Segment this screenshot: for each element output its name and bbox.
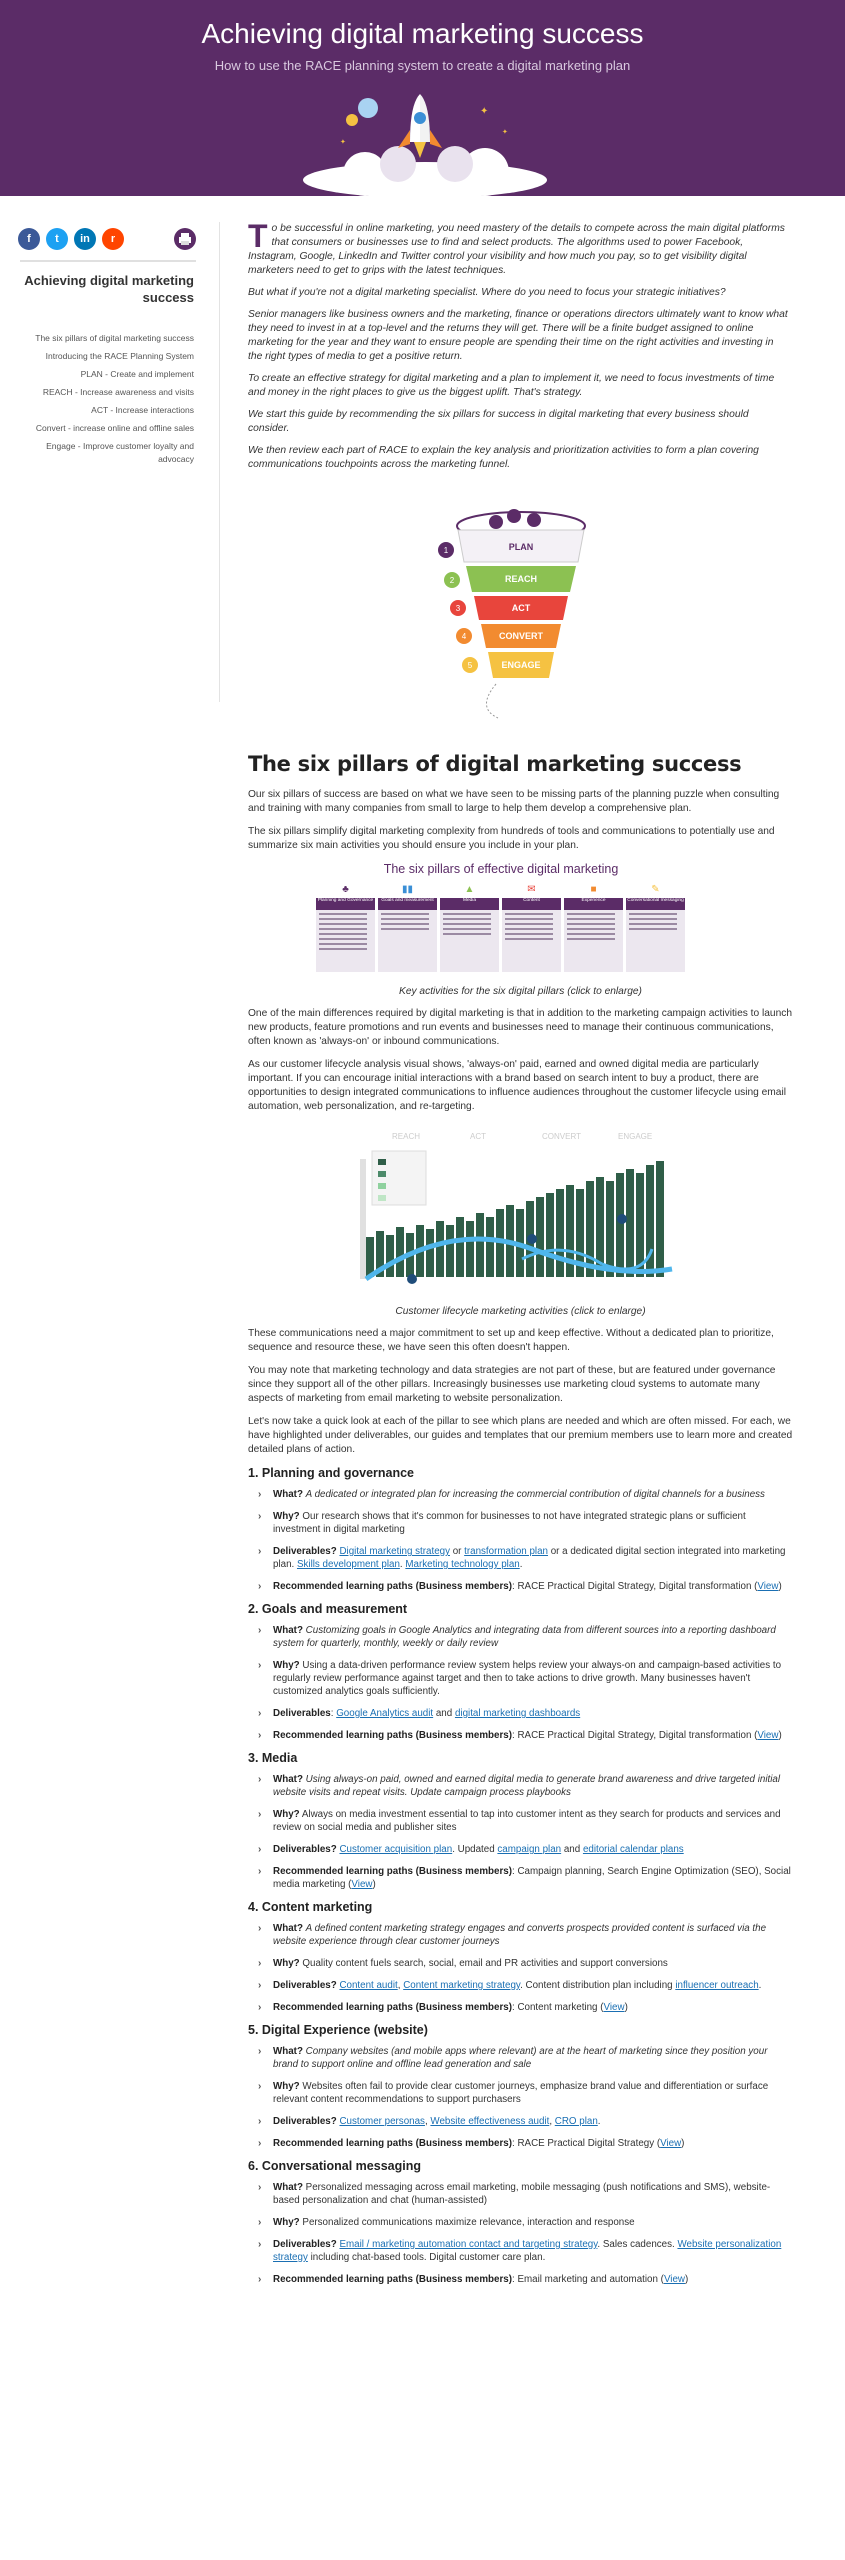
body-paragraph: The six pillars simplify digital marketing complexity from hundreds of tools and communications to potentially use and summarize six main activities you should ensure you include in your plan. [248,826,775,851]
list-item-why: › Why? Quality content fuels search, social, email and PR activities and support conversions [258,1958,668,1969]
hero-banner [0,0,845,196]
chevron-right-icon: › [258,2046,262,2057]
link-website-personalization-strategy[interactable]: Website personalization strategy [273,2239,782,2263]
pillar-column: ▮▮ Goals and measurement [378,884,437,974]
list-item-learning: › Recommended learning paths (Business members): RACE Practical Digital Strategy, Digital transformation (View) [258,1730,782,1741]
link-digital-marketing-strategy[interactable]: Digital marketing strategy [339,1546,450,1557]
link-content-marketing-strategy[interactable]: Content marketing strategy [403,1980,521,1991]
list-item-learning: › Recommended learning paths (Business members): Email marketing and automation (View) [258,2274,689,2285]
chevron-right-icon: › [258,1660,262,1671]
svg-text:✦: ✦ [502,129,508,136]
pillar-heading-messaging: 6. Conversational messaging [248,2159,421,2173]
pillars-title: The six pillars of effective digital marketing [383,862,619,876]
race-funnel-diagram[interactable] [436,508,586,730]
chevron-right-icon: › [258,2002,262,2013]
twitter-icon[interactable]: t [46,228,68,250]
chevron-right-icon: › [258,1730,262,1741]
view-link[interactable]: View [603,2002,625,2013]
lifecycle-header-engage: ENGAGE [618,1132,653,1141]
view-link[interactable]: View [663,2274,686,2285]
body-paragraph: Our six pillars of success are based on what we have seen to be missing parts of the planning puzzle when consulting and training with many companies from small to large to help them develop a comprehensive plan. [248,789,780,814]
lifecycle-header-act: ACT [470,1132,486,1141]
body-paragraph: These communications need a major commitment to set up and keep effective. Without a dedicated plan to prioritize, sequence and resource these, we have seen this often doesn't happen. [248,1328,774,1353]
link-campaign-plan[interactable]: campaign plan [497,1844,562,1855]
link-influencer-outreach[interactable]: influencer outreach [675,1980,759,1991]
list-item-why: › Why? Our research shows that it's common for businesses to not have integrated strategic plans or sufficient investment in digital marketing [258,1511,746,1535]
chevron-right-icon: › [258,2274,262,2285]
pillar-column: ♣ Planning and Governance [316,884,375,974]
body-paragraph: As our customer lifecycle analysis visual shows, 'always-on' paid, earned and owned digital media are particularly important. If you can encourage initial interactions with a brand based on search intent to buy a product, there are opportunities to design integrated communications to influence audiences throughout the customer lifecycle using email automation, web personalization, and re-targeting. [248,1059,786,1112]
funnel-num-1: 1 [443,546,449,555]
funnel-label-plan: PLAN [508,542,534,552]
funnel-num-4: 4 [461,632,467,641]
pillar-column: ✎ Conversational messaging [626,884,685,974]
facebook-icon[interactable]: f [18,228,40,250]
pillar-header: Experience [564,898,623,910]
link-editorial-calendar-plans[interactable]: editorial calendar plans [582,1844,684,1855]
chevron-right-icon: › [258,1581,262,1592]
chevron-right-icon: › [258,2116,262,2127]
hero-subtitle: How to use the RACE planning system to create a digital marketing plan [214,58,631,73]
rocket-illustration [270,84,580,196]
link-email-automation-strategy[interactable]: Email / marketing automation contact and targeting strategy [339,2239,598,2250]
chevron-right-icon: › [258,2081,262,2092]
link-website-effectiveness-audit[interactable]: Website effectiveness audit [430,2116,550,2127]
intro-paragraph: We then review each part of RACE to explain the key analysis and prioritization activities to form a plan covering communications touchpoints across the marketing funnel. [248,445,759,470]
chevron-right-icon: › [258,1958,262,1969]
intro-section [248,218,788,480]
link-marketing-technology-plan[interactable]: Marketing technology plan [405,1559,520,1570]
list-item-why: › Why? Always on media investment essential to tap into customer intent as they search for products and services and review on social media and publisher sites [258,1809,781,1833]
funnel-label-act: ACT [511,603,531,613]
reddit-icon[interactable]: r [102,228,124,250]
svg-text:✦: ✦ [340,139,346,146]
sidebar-link-act[interactable]: ACT - Increase interactions [91,405,194,415]
view-link[interactable]: View [351,1879,373,1890]
chevron-right-icon: › [258,2239,262,2250]
list-item-learning: › Recommended learning paths (Business members): RACE Practical Digital Strategy (View) [258,2138,685,2149]
intro-paragraph: We start this guide by recommending the six pillars for success in digital marketing that every business should consider. [248,409,749,434]
link-customer-acquisition-plan[interactable]: Customer acquisition plan [339,1844,453,1855]
list-item-deliverables: › Deliverables? Content audit, Content marketing strategy. Content distribution plan including influencer outreach. [258,1980,762,1991]
intro-paragraph: Senior managers like business owners and the marketing, finance or operations directors ultimately want to know what they need to invest in at a top-level and the returns they will get. There will be a finite budget assigned to online marketing for the year and they want to ensure people are spending their time on the right activities and investing in the right types of media to get a positive return. [248,309,788,362]
print-icon[interactable] [174,228,196,250]
sidebar [0,222,220,702]
pillar-header: Goals and measurement [378,898,437,910]
chevron-right-icon: › [258,1774,262,1785]
pillar-heading-experience: 5. Digital Experience (website) [248,2023,428,2037]
pillar-heading-planning: 1. Planning and governance [248,1466,415,1480]
intro-paragraph: But what if you're not a digital marketing specialist. Where do you need to focus your strategic initiatives? [248,287,726,298]
chevron-right-icon: › [258,1809,262,1820]
lifecycle-header-convert: CONVERT [542,1132,581,1141]
drop-cap: T [248,218,268,254]
list-item-deliverables: › Deliverables: Google Analytics audit and digital marketing dashboards [258,1708,581,1719]
list-item-why: › Why? Websites often fail to provide clear customer journeys, emphasize brand value and differentiation or surface relevant content recommendations to support purchasers [258,2081,769,2105]
body-paragraph: You may note that marketing technology and data strategies are not part of these, but are featured under governance since they support all of the other pillars. Increasingly businesses use marketing cloud systems to automate many aspects of marketing from email marketing to website personalization. [248,1365,776,1404]
view-link[interactable]: View [757,1730,779,1741]
chevron-right-icon: › [258,1844,262,1855]
sidebar-link-convert[interactable]: Convert - increase online and offline sales [35,423,194,433]
funnel-label-reach: REACH [504,574,538,584]
body-paragraph: One of the main differences required by digital marketing is that in addition to the marketing campaign activities to launch new products, feature promotions and run events and businesses need to manage their continuous communications, often known as 'always-on' or inbound communications. [248,1008,793,1047]
link-cro-plan[interactable]: CRO plan [554,2116,598,2127]
pillar-column: ■ Experience [564,884,623,974]
link-content-audit[interactable]: Content audit [339,1980,398,1991]
chevron-right-icon: › [258,1866,262,1877]
pillar-header: Conversational messaging [626,898,685,910]
pillar-heading-media: 3. Media [248,1751,298,1765]
chevron-right-icon: › [258,2182,262,2193]
funnel-num-3: 3 [455,604,461,613]
sidebar-link-race[interactable]: Introducing the RACE Planning System [45,351,194,361]
chevron-right-icon: › [258,1489,262,1500]
link-skills-development-plan[interactable]: Skills development plan [296,1559,400,1570]
list-item-what: › What? Customizing goals in Google Analytics and integrating data from different sources into a reporting dashboard system for quarterly, monthly, weekly or daily review [258,1625,776,1649]
link-customer-personas[interactable]: Customer personas [339,2116,425,2127]
link-google-analytics-audit[interactable]: Google Analytics audit [336,1708,434,1719]
pillar-header: Content [502,898,561,910]
customer-lifecycle-diagram[interactable] [352,1129,682,1297]
pillar-header: Planning and Governance [316,898,375,910]
chevron-right-icon: › [258,2217,262,2228]
sidebar-toc [20,332,194,471]
view-link[interactable]: View [660,2138,682,2149]
list-item-learning: › Recommended learning paths (Business members): RACE Practical Digital Strategy, Digital transformation (View) [258,1581,782,1592]
list-item-what: › What? Using always-on paid, owned and earned digital media to generate brand awareness and drive targeted initial website visits and repeat visits. Update campaign process playbooks [258,1774,781,1798]
list-item-why: › Why? Using a data-driven performance review system helps review your always-on and campaign-based activities to regularly review performance against target and then to take actions to drive growth. Many businesses haven't customized analytics goals sufficiently. [258,1660,782,1697]
svg-text:✦: ✦ [480,106,489,117]
sidebar-title: Achieving digital marketing success [24,273,194,305]
list-item-why: › Why? Personalized communications maximize relevance, interaction and response [258,2217,635,2228]
list-item-learning: › Recommended learning paths (Business members): Content marketing (View) [258,2002,628,2013]
linkedin-icon[interactable]: in [74,228,96,250]
list-item-what: › What? Company websites (and mobile apps where relevant) are at the heart of marketing since they position your brand to support online and offline lead generation and sale [258,2046,768,2070]
list-item-deliverables: › Deliverables? Digital marketing strategy or transformation plan or a dedicated digital section integrated into marketing plan. Skills development plan. Marketing technology plan. [258,1546,786,1570]
pillar-column: ▲ Media [440,884,499,974]
list-item-deliverables: › Deliverables? Customer acquisition plan. Updated campaign plan and editorial calendar plans [258,1844,684,1855]
intro-paragraph: To create an effective strategy for digital marketing and a plan to implement it, we need to focus investments of time and money in the right places to give us the biggest uplift. That's strategy. [248,373,775,398]
sidebar-link-plan[interactable]: PLAN - Create and implement [80,369,194,379]
chevron-right-icon: › [258,1625,262,1636]
link-digital-marketing-dashboards[interactable]: digital marketing dashboards [454,1708,581,1719]
sidebar-link-engage[interactable]: Engage - Improve customer loyalty and advocacy [46,441,194,464]
hero-title: Achieving digital marketing success [201,18,644,49]
image-caption: Key activities for the six digital pillars (click to enlarge) [399,986,642,997]
sidebar-link-reach[interactable]: REACH - Increase awareness and visits [42,387,194,397]
chevron-right-icon: › [258,1923,262,1934]
lifecycle-header-reach: REACH [392,1132,421,1141]
list-item-what: › What? A defined content marketing strategy engages and converts prospects provided content is surfaced via the website experience through clear customer journeys [258,1923,767,1947]
chevron-right-icon: › [258,1546,262,1557]
chevron-right-icon: › [258,1708,262,1719]
pillar-header: Media [440,898,499,910]
funnel-num-2: 2 [449,576,455,585]
view-link[interactable]: View [757,1581,779,1592]
link-transformation-plan[interactable]: transformation plan [464,1546,549,1557]
list-item-what: › What? A dedicated or integrated plan for increasing the commercial contribution of digital channels for a business [258,1489,765,1500]
list-item-deliverables: › Deliverables? Customer personas, Website effectiveness audit, CRO plan. [258,2116,601,2127]
intro-paragraph: To be successful in online marketing, you need mastery of the details to compete across the main digital platforms that consumers or businesses use to find and select products. The algorithms used to power Facebook, Instagram, Google, LinkedIn and Twitter control your visibility and how much you pay, so to get visibility digital marketers need to get to grips with the latest techniques. [248,218,785,276]
pillar-column: ✉ Content [502,884,561,974]
chevron-right-icon: › [258,2138,262,2149]
funnel-num-5: 5 [467,661,473,670]
funnel-label-engage: ENGAGE [501,660,541,670]
funnel-label-convert: CONVERT [498,631,544,641]
section-heading: The six pillars of digital marketing success [248,752,742,776]
list-item-what: › What? Personalized messaging across email marketing, mobile messaging (push notifications and SMS), website-based personalization and chat (human-assisted) [258,2182,771,2206]
six-pillars-infographic[interactable] [316,862,686,982]
image-caption: Customer lifecycle marketing activities (click to enlarge) [395,1306,646,1317]
list-item-learning: › Recommended learning paths (Business members): Campaign planning, Search Engine Optimization (SEO), Social media marketing (View) [258,1866,791,1890]
sidebar-link-six-pillars[interactable]: The six pillars of digital marketing success [35,333,194,343]
chevron-right-icon: › [258,1980,262,1991]
pillar-heading-goals: 2. Goals and measurement [248,1602,408,1616]
pillar-heading-content: 4. Content marketing [248,1900,373,1914]
chevron-right-icon: › [258,1511,262,1522]
body-paragraph: Let's now take a quick look at each of the pillar to see which plans are needed and which are often missed. For each, we have highlighted under deliverables, our guides and templates that our premium members use to learn more and created detailed plans of action. [248,1416,793,1455]
sidebar-divider [20,260,196,262]
main-content [248,752,793,2295]
list-item-deliverables: › Deliverables? Email / marketing automation contact and targeting strategy. Sales cadences. Website personalization strategy including chat-based tools. Digital customer care plan. [258,2239,782,2263]
